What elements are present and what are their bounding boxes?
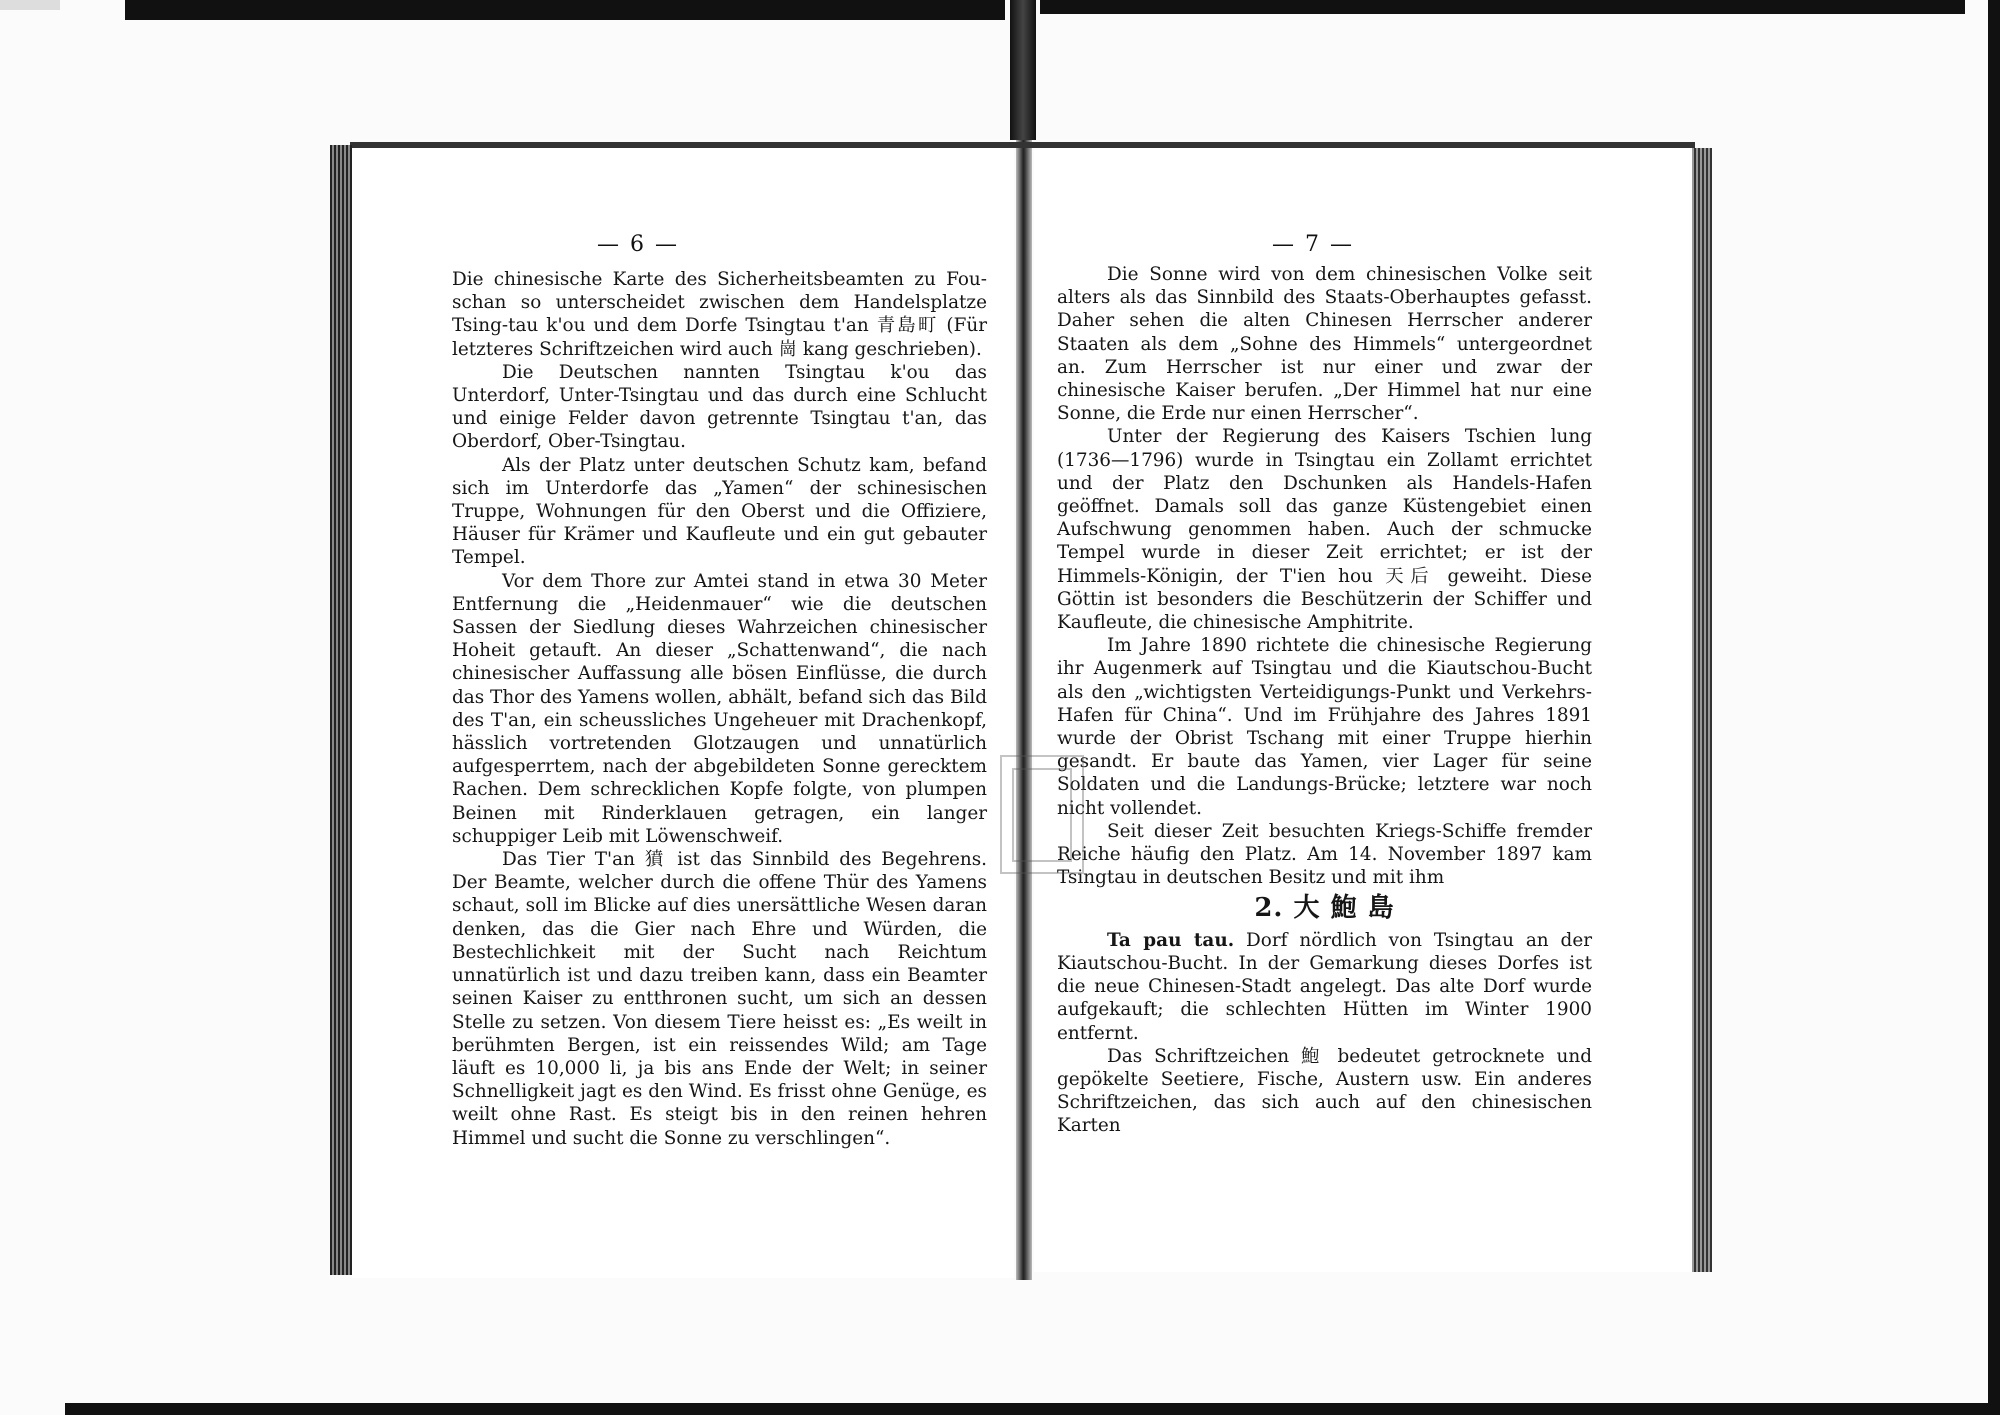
- paragraph: Als der Platz unter deutschen Schutz kam, befand sich im Unterdorfe das „Yamen“ der schinesischen Truppe, Wohnungen für den Oberst und die Offiziere, Häuser für Krämer und Kaufleute und ein gut gebauter Tempel.: [452, 454, 987, 569]
- seal-inner-frame: [1012, 768, 1072, 862]
- right-page: [1034, 148, 1692, 1272]
- paragraph-text: Dorf nördlich von Tsingtau an der Kiautschou-Bucht. In der Gemarkung dieses Dorfes ist die neue Chinesen-Stadt angelegt. Das alte Dorf wurde aufgekauft; die schlechten Hütten im Winter 1900 entfernt.: [1057, 929, 1592, 1044]
- paragraph: Im Jahre 1890 richtete die chinesische Regierung ihr Augenmerk auf Tsingtau und die Kiautschou-Bucht als den „wichtigsten Verteidigungs-Punkt und Verkehrs-Hafen für China“. Und im Frühjahre des Jahres 1891 wurde der Obrist Tschang mit einer Truppe hierhin gesandt. Er baute das Yamen, vier Lager für seine Soldaten und die Landungs-Brücke; letztere war noch nicht vollendet.: [1057, 635, 1592, 819]
- book-spine-shadow: [1010, 0, 1036, 140]
- paragraph: Seit dieser Zeit besuchten Kriegs-Schiffe fremder Reiche häufig den Platz. Am 14. November 1897 kam Tsingtau in deutschen Besitz und mit ihm: [1057, 820, 1592, 889]
- paragraph: [1057, 929, 1592, 1045]
- book-edge-right: [1692, 148, 1712, 1272]
- left-page-body: [452, 268, 987, 1150]
- library-seal-watermark: [1000, 755, 1084, 874]
- paragraph: Unter der Regierung des Kaisers Tschien lung (1736—1796) wurde in Tsingtau ein Zollamt errichtet und der Platz den Dschunken als Handels-Hafen geöffnet. Damals soll das ganze Küstengebiet einen Aufschwung genommen haben. Auch der schmucke Tempel wurde in dieser Zeit errichtet; er ist der Himmels-Königin, der T'ien hou 天后 geweiht. Diese Göttin ist besonders die Beschützerin der Schiffer und Kaufleute, die chinesische Amphitrite.: [1057, 426, 1592, 634]
- book-edge-left: [330, 145, 352, 1275]
- paragraph: Die Sonne wird von dem chinesischen Volke seit alters als das Sinnbild des Staats-Oberhauptes gefasst. Daher sehen die alten Chinesen Herrscher anderer Staaten als dem „Sohne des Himmels“ untergeordnet an. Zum Herrscher ist nur einer und zwar der chinesische Kaiser berufen. „Der Himmel hat nur eine Sonne, die Erde nur einen Herrscher“.: [1057, 264, 1592, 425]
- section-lead: Ta pau tau.: [1107, 929, 1235, 951]
- page-number: — 7 —: [1272, 232, 1354, 257]
- paragraph: Das Schriftzeichen 鮑 bedeutet getrocknete und gepökelte Seetiere, Fische, Austern usw. Ein anderes Schriftzeichen, das sich auch auf den chinesischen Karten: [1057, 1045, 1592, 1137]
- paragraph: Vor dem Thore zur Amtei stand in etwa 30 Meter Entfernung die „Heidenmauer“ wie die deutschen Sassen der Siedlung dieses Wahrzeichen chinesischer Hoheit getauft. An dieser „Schattenwand“, die nach chinesischer Auffassung alle bösen Einflüsse, die durch das Thor des Yamens wollen, abhält, befand sich das Bild des T'an, ein scheussliches Ungeheuer mit Drachenkopf, hässlich vortretenden Glotzaugen und unnatürlich aufgesperrtem, nach der abgebildeten Sonne gerecktem Rachen. Dem schrecklichen Kopfe folgte, von plumpen Beinen mit Rinderklauen getragen, ein langer schuppiger Leib mit Löwenschweif.: [452, 570, 987, 847]
- book-gutter: [1016, 140, 1032, 1280]
- paragraph: Das Tier T'an 獖 ist das Sinnbild des Begehrens. Der Beamte, welcher durch die offene Thür des Yamens schaut, soll im Blicke auf dies unersättliche Wesen daran denken, das die Gier nach Ehre und Würden, die Bestechlichkeit mit der Sucht nach Reichtum unnatürlich ist und dazu treiben kann, dass ein Beamter seinen Kaiser zu entthronen sucht, um sich an dessen Stelle zu setzen. Von diesem Tiere heisst es: „Es weilt in berühmten Bergen, ist ein reissendes Wild; am Tage läuft es 10,000 li, ja bis ans Ende der Welt; in seiner Schnelligkeit jagt es den Wind. Es frisst ohne Genüge, es weilt ohne Rast. Es steigt bis in den reinen hehren Himmel und sucht die Sonne zu verschlingen“.: [452, 849, 987, 1149]
- scan-border-bottom-bar: [65, 1403, 2000, 1415]
- scan-border-top-left-bar: [125, 0, 1005, 20]
- paragraph: Die Deutschen nannten Tsingtau k'ou das Unterdorf, Unter-Tsingtau und das durch eine Schlucht und einige Felder davon getrennte Tsingtau t'an, das Oberdorf, Ober-Tsingtau.: [452, 361, 987, 453]
- section-heading: 2. 大 鮑 島: [1254, 893, 1395, 924]
- page-number: — 6 —: [597, 232, 679, 257]
- scan-border-top-right-bar: [1040, 0, 1965, 14]
- scan-border-top-left: [0, 0, 60, 10]
- right-page-body: [1057, 263, 1592, 1138]
- scan-border-right-strip: [1988, 0, 2000, 1415]
- left-page: [352, 148, 1014, 1278]
- paragraph: Die chinesische Karte des Sicherheitsbeamten zu Fou-schan so unterscheidet zwischen dem Handelsplatze Tsing-tau k'ou und dem Dorfe Tsingtau t'an 青島町 (Für letzteres Schriftzeichen wird auch 崗 kang geschrieben).: [452, 269, 987, 360]
